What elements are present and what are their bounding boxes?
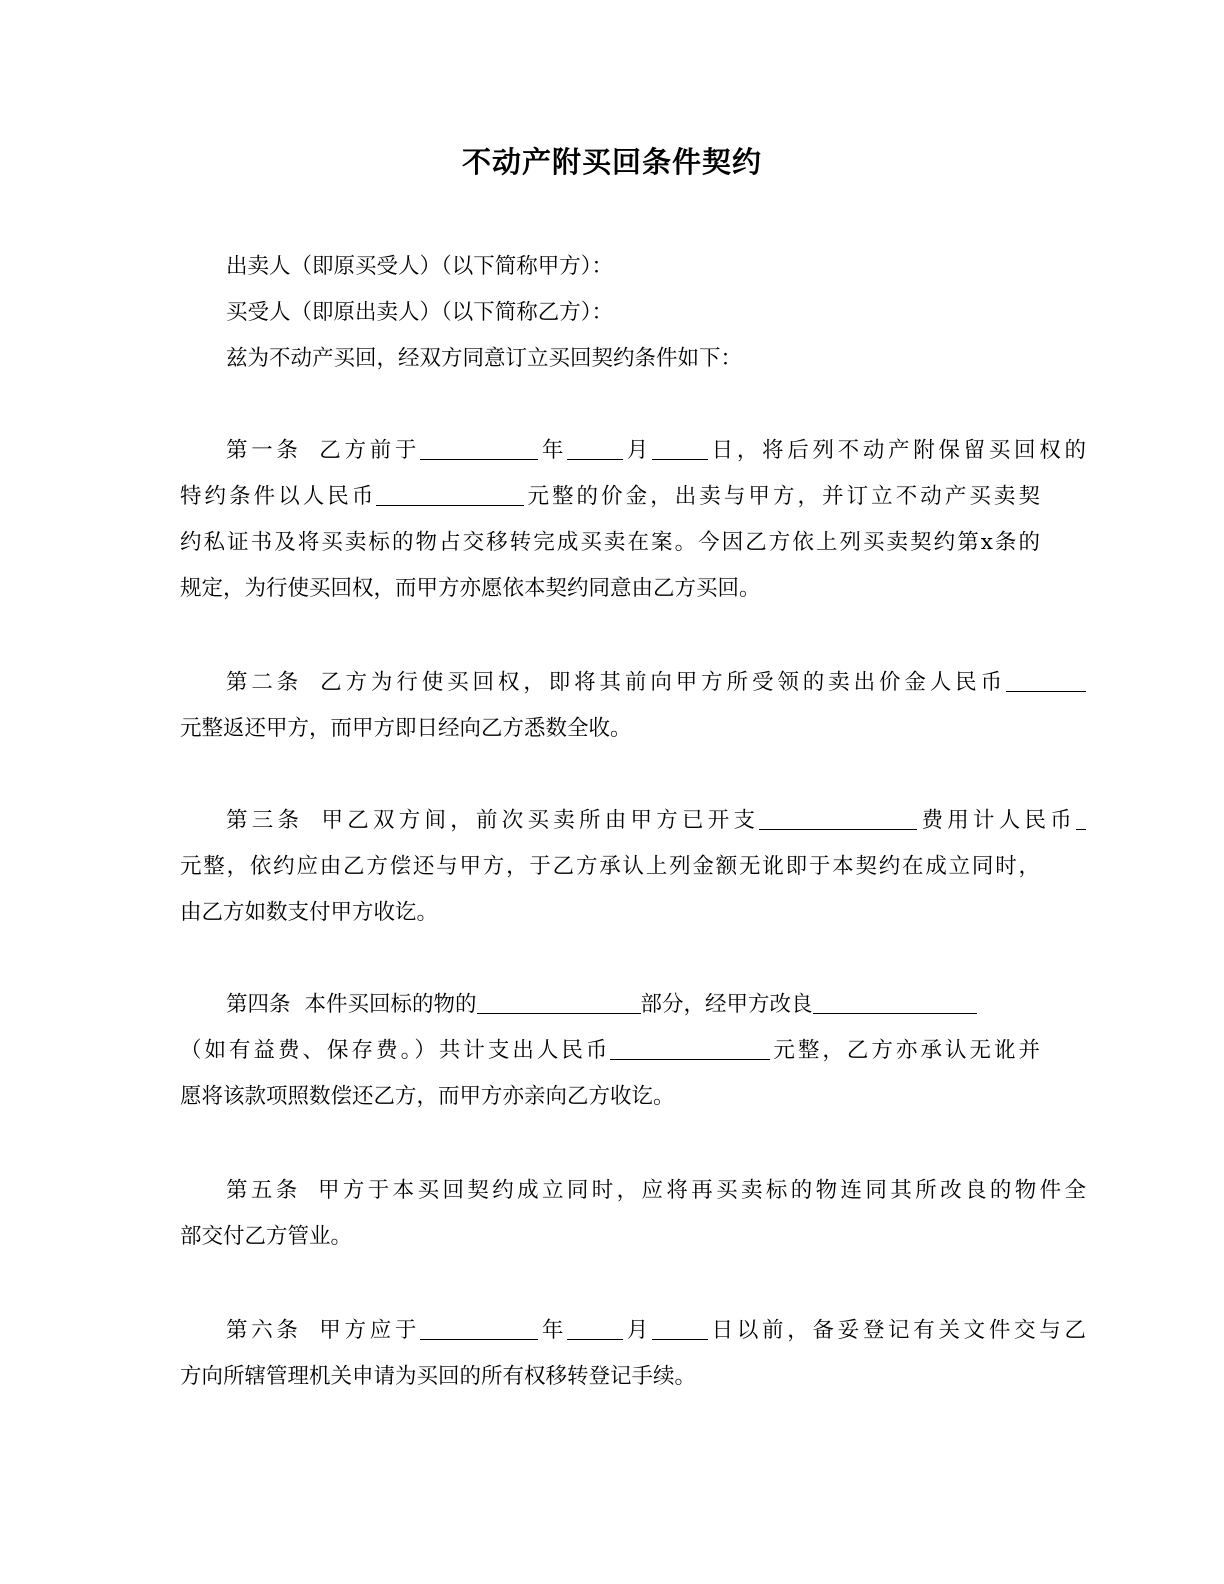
day-blank[interactable] — [652, 1317, 708, 1340]
article2-line2: 元整返还甲方，而甲方即日经向乙方悉数全收。 — [180, 716, 632, 741]
article1-text: 日，将后列不动产附保留买回权的 — [707, 438, 1086, 463]
article3-line3: 由乙方如数支付甲方收讫。 — [180, 900, 439, 925]
seller-line: 出卖人（即原买受人）（以下简称甲方）： — [226, 254, 614, 279]
day-blank[interactable] — [652, 437, 708, 460]
article6-text: 日以前，备妥登记有关文件交与乙 — [707, 1318, 1086, 1343]
article1-line3: 约私证书及将买卖标的物占交移转完成买卖在案。今因乙方依上列买卖契约第x条的 — [180, 530, 1040, 555]
article4-text: 部分，经甲方改良 — [640, 992, 813, 1017]
buyer-line: 买受人（即原出卖人）（以下简称乙方）： — [226, 300, 614, 325]
article1-text: 乙方前于 — [315, 438, 421, 463]
article6-line2: 方向所辖管理机关申请为买回的所有权移转登记手续。 — [180, 1364, 697, 1389]
article1-text: 元整的价金，出卖与甲方，并订立不动产买卖契 — [524, 484, 1040, 509]
year-blank[interactable] — [420, 1317, 538, 1340]
month-blank[interactable] — [567, 437, 623, 460]
article4-text: 本件买回标的物的 — [304, 992, 477, 1017]
article3-line1 — [180, 798, 1086, 844]
month-label: 月 — [623, 438, 652, 463]
article1-label: 第一条 — [226, 438, 302, 463]
article2-text: 乙方为行使买回权，即将其前向甲方所受领的卖出价金人民币 — [316, 670, 1006, 695]
month-blank[interactable] — [567, 1317, 623, 1340]
price-blank[interactable] — [1006, 669, 1086, 692]
article5-text: 甲方于本买回契约成立同时，应将再买卖标的物连同其所改良的物件全 — [314, 1178, 1086, 1203]
expense-blank[interactable] — [759, 807, 917, 830]
article3-line2: 元整，依约应由乙方偿还与甲方，于乙方承认上列金额无讹即于本契约在成立同时， — [180, 854, 1040, 879]
article4-line2 — [180, 1028, 1040, 1074]
article2-line1 — [180, 660, 1086, 706]
article1-text: 特约条件以人民币 — [180, 484, 377, 509]
month-label: 月 — [623, 1318, 652, 1343]
article4-text: （如有益费、保存费。）共计支出人民币 — [180, 1038, 611, 1063]
year-blank[interactable] — [420, 437, 538, 460]
page-title: 不动产附买回条件契约 — [461, 145, 762, 179]
article1-line4: 规定，为行使买回权，而甲方亦愿依本契约同意由乙方买回。 — [180, 576, 761, 601]
article5-line2: 部交付乙方管业。 — [180, 1224, 353, 1249]
article1-line1 — [180, 428, 1086, 474]
article4-label: 第四条 — [226, 992, 291, 1017]
amount-blank[interactable] — [610, 1037, 770, 1060]
part-blank[interactable] — [477, 991, 641, 1014]
article4-line1 — [180, 982, 1086, 1028]
year-label: 年 — [538, 438, 568, 463]
article6-label: 第六条 — [226, 1318, 302, 1343]
article1-line2 — [180, 474, 1040, 520]
article3-label: 第三条 — [226, 808, 304, 833]
purpose-line: 兹为不动产买回，经双方同意订立买回契约条件如下： — [226, 346, 743, 371]
article3-text: 费用计人民币 — [917, 808, 1076, 833]
article6-text: 甲方应于 — [315, 1318, 421, 1343]
amount-blank[interactable] — [1076, 807, 1086, 830]
price-blank[interactable] — [376, 483, 524, 506]
improvement-blank[interactable] — [813, 991, 977, 1014]
article5-line1 — [180, 1168, 1086, 1214]
article2-label: 第二条 — [226, 670, 303, 695]
article5-label: 第五条 — [226, 1178, 301, 1203]
article6-line1 — [180, 1308, 1086, 1354]
article4-line3: 愿将该款项照数偿还乙方，而甲方亦亲向乙方收讫。 — [180, 1084, 675, 1109]
article4-text: 元整，乙方亦承认无讹并 — [770, 1038, 1040, 1063]
year-label: 年 — [538, 1318, 568, 1343]
article3-text: 甲乙双方间，前次买卖所由甲方已开支 — [317, 808, 760, 833]
